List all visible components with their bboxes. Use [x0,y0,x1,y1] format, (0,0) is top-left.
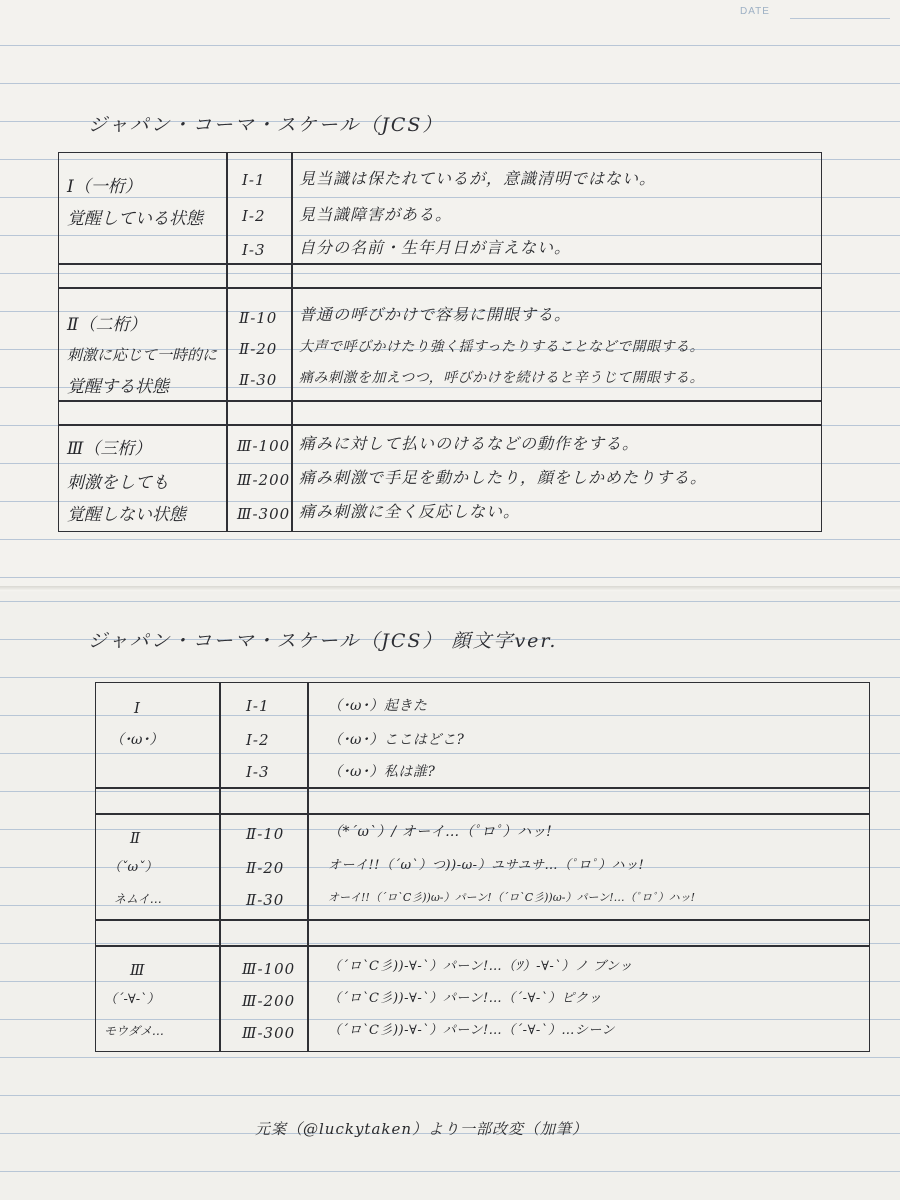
jcs-code: Ⅰ-3 [246,763,270,781]
jcs-code: Ⅱ-30 [246,891,285,909]
jcs-code: Ⅲ-200 [237,471,291,489]
kaomoji-description: （･ω･）起きた [328,698,428,714]
column-divider [307,683,309,1051]
date-label: DATE [740,6,770,17]
jcs-kaomoji-table [95,682,870,1052]
level-description: 刺激に応じて一時的に [67,346,218,364]
column-divider [226,153,228,531]
kaomoji-description: （･ω･）私は誰? [328,764,436,780]
level-kaomoji: （´-∀-`） [104,992,160,1007]
row-divider [59,287,821,289]
jcs-code: Ⅰ-1 [242,171,266,189]
jcs-code: Ⅱ-10 [239,309,278,327]
jcs-code: Ⅱ-10 [246,825,285,843]
jcs-description: 大声で呼びかけたり強く揺すったりすることなどで開眼する。 [299,339,705,355]
level-description: 覚醒する状態 [67,377,169,397]
level-kaomoji: （･ω･） [110,732,164,748]
date-line [790,18,890,19]
kaomoji-description: オーイ!!（´ロ`C彡))ω-）パーン!（´ロ`C彡))ω-）パーン!…（ﾟロﾟ）ハッ! [328,891,696,904]
jcs-code: Ⅰ-2 [246,731,270,749]
kaomoji-description: （´ロ`C彡))-∀-`）パーン!…（ﾂ）-∀-`）ノ ブンッ [328,959,633,974]
jcs-code: Ⅲ-100 [242,960,296,978]
jcs-code: Ⅰ-1 [246,697,270,715]
jcs-description: 痛み刺激で手足を動かしたり，顔をしかめたりする。 [299,468,708,487]
level-kaomoji: （ˇωˇ） [108,860,158,875]
level-label: Ⅲ [130,961,145,979]
jcs-description: 痛み刺激に全く反応しない。 [299,502,521,521]
kaomoji-description: （´ロ`C彡))-∀-`）パーン!…（´-∀-`）ピクッ [328,991,602,1006]
level-label: Ⅱ [130,829,141,847]
jcs-description: 見当識は保たれているが，意識清明ではない。 [299,169,657,188]
jcs-code: Ⅲ-300 [237,505,291,523]
column-divider [219,683,221,1051]
jcs-code: Ⅱ-30 [239,371,278,389]
jcs-code: Ⅲ-300 [242,1024,296,1042]
level-label: Ⅰ（一桁） [67,177,142,197]
level-label: Ⅰ [134,699,140,717]
jcs-description: 自分の名前・生年月日が言えない。 [299,238,572,257]
row-divider [59,400,821,402]
level-description: ネムイ… [114,892,162,906]
row-divider [96,813,869,815]
jcs-description: 普通の呼びかけで容易に開眼する。 [299,305,572,324]
jcs-description: 痛みに対して払いのけるなどの動作をする。 [299,434,640,453]
jcs-code: Ⅰ-3 [242,241,266,259]
top-table-title: ジャパン・コーマ・スケール（JCS） [88,114,444,136]
level-label: Ⅱ（二桁） [67,315,147,335]
credit-note: 元案（@luckytaken）より一部改変（加筆） [255,1120,589,1138]
level-description: 刺激をしても [67,473,169,493]
level-description: 覚醒している状態 [67,209,203,229]
row-divider [96,787,869,789]
jcs-description: 痛み刺激を加えつつ，呼びかけを続けると辛うじて開眼する。 [299,370,705,386]
jcs-code: Ⅲ-200 [242,992,296,1010]
level-label: Ⅲ（三桁） [67,439,152,459]
bottom-table-title: ジャパン・コーマ・スケール（JCS） 顔文字ver. [88,630,558,652]
jcs-table [58,152,822,532]
level-description: モウダメ… [104,1024,164,1038]
row-divider [59,424,821,426]
kaomoji-description: （´ロ`C彡))-∀-`）パーン!…（´-∀-`）…シーン [328,1023,616,1038]
kaomoji-description: （･ω･）ここはどこ? [328,732,465,748]
jcs-code: Ⅱ-20 [246,859,285,877]
row-divider [96,945,869,947]
jcs-code: Ⅰ-2 [242,207,266,225]
row-divider [59,263,821,265]
jcs-code: Ⅱ-20 [239,340,278,358]
kaomoji-description: （*´ω`）/ オーイ…（ﾟロﾟ）ハッ! [328,824,553,840]
column-divider [291,153,293,531]
kaomoji-description: オーイ!!（´ω`）つ))-ω-）ユサユサ…（ﾟロﾟ）ハッ! [328,858,645,873]
row-divider [96,919,869,921]
level-description: 覚醒しない状態 [67,505,186,525]
jcs-description: 見当識障害がある。 [299,205,453,224]
jcs-code: Ⅲ-100 [237,437,291,455]
